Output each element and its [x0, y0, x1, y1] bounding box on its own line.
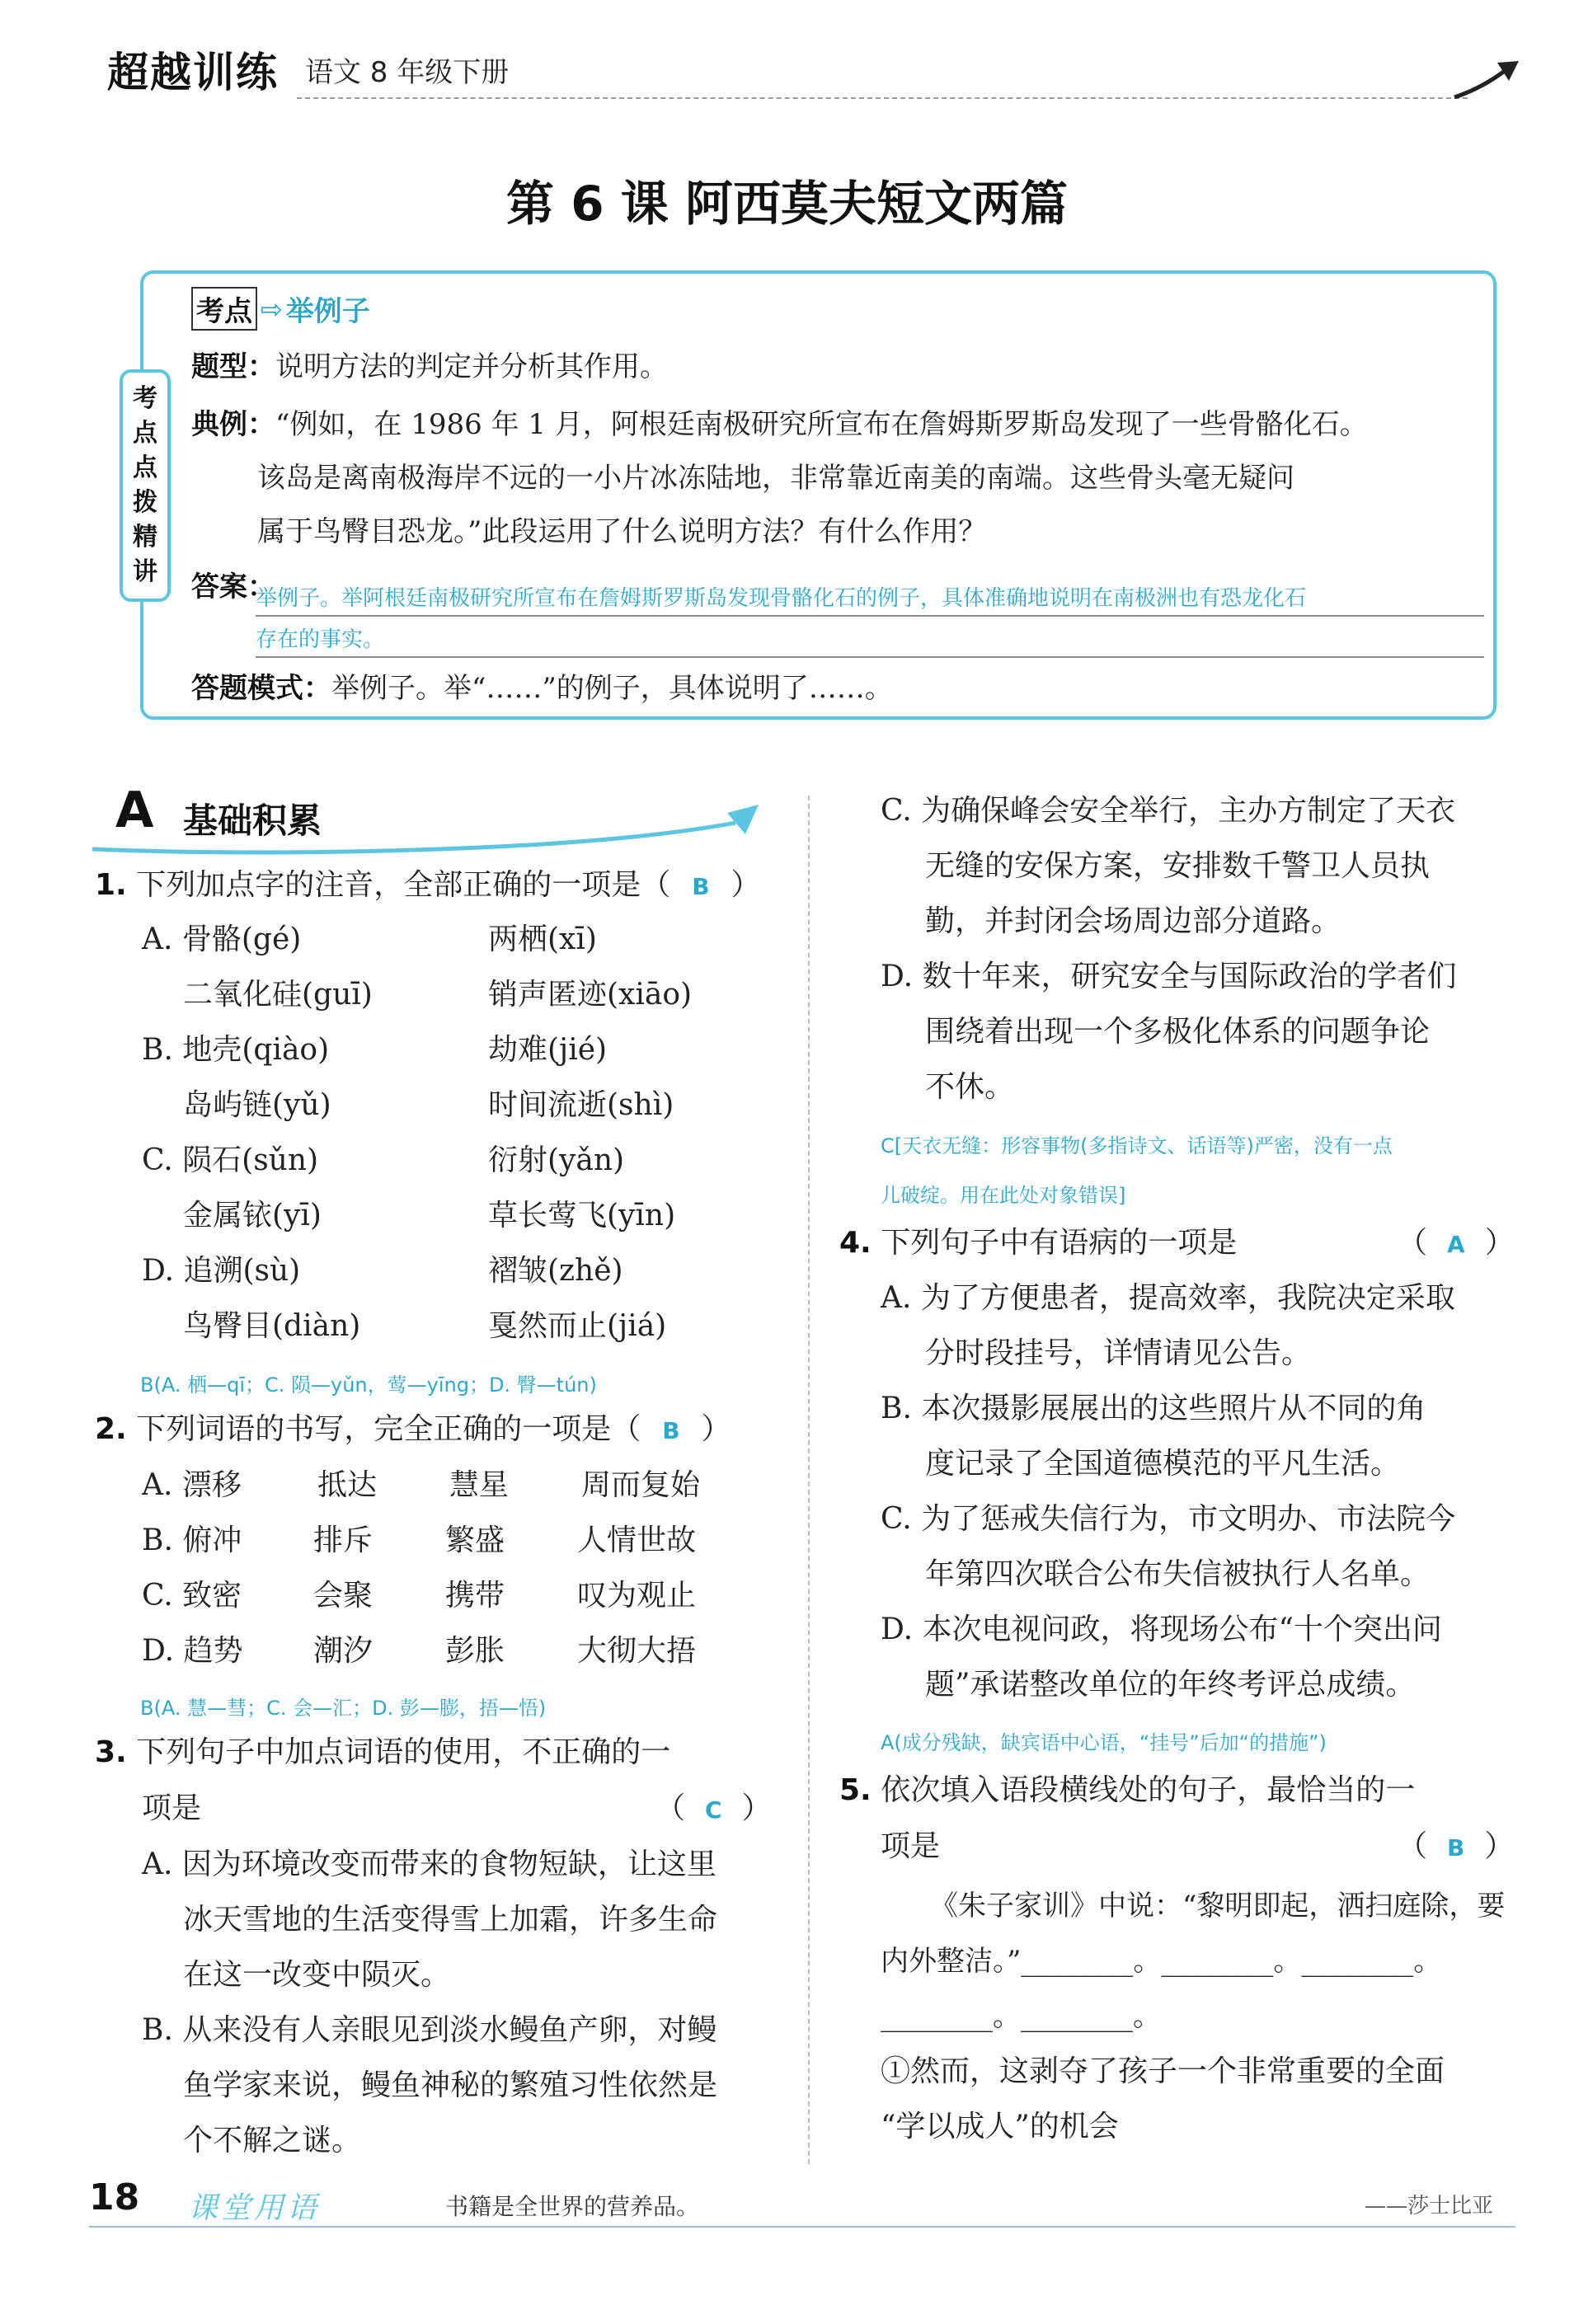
vtab-char: 讲 — [133, 557, 157, 586]
section-letter: A — [115, 782, 154, 839]
key-point-tag — [191, 287, 370, 331]
q3-text: 下列句子中加点词语的使用，不正确的一 — [136, 1735, 671, 1769]
key-point-vertical-tab — [120, 369, 171, 602]
q1-option: 衍射(yǎn) — [488, 1143, 625, 1177]
q4-option-line: 题”承诺整改单位的年终考评总成绩。 — [925, 1668, 1416, 1702]
example-text: “例如，在 1986 年 1 月，阿根廷南极研究所宣布在詹姆斯罗斯岛发现了一些骨骼化石。 — [275, 408, 1368, 441]
q4-close: ） — [1484, 1226, 1515, 1260]
q3-option-line: B. 从来没有人亲眼见到淡水鳗鱼产卵，对鳗 — [142, 2013, 717, 2047]
q2-option: A. 漂移 — [142, 1468, 242, 1502]
q1-option: D. 追溯(sù) — [142, 1254, 301, 1288]
vtab-char: 精 — [133, 523, 157, 552]
q5-close: ） — [1484, 1829, 1515, 1863]
q2-option: D. 趋势 — [142, 1634, 243, 1668]
q4-text: 下列句子中有语病的一项是 — [881, 1226, 1238, 1260]
q4-stem — [839, 1225, 1237, 1261]
q3-option-line: 不休。 — [925, 1070, 1015, 1104]
q2-option: C. 致密 — [142, 1579, 242, 1613]
lesson-title: 第 6 课 阿西莫夫短文两篇 — [506, 176, 1068, 232]
q5-item-line: “学以成人”的机会 — [881, 2110, 1119, 2143]
vtab-char: 点 — [133, 419, 157, 448]
q1-number: 1. — [95, 868, 127, 902]
q2-number: 2. — [95, 1412, 127, 1446]
mode-label: 答题模式： — [191, 672, 331, 705]
q2-stem — [95, 1411, 779, 1449]
q4-answer: A — [1447, 1231, 1465, 1258]
q5-stem-2: 项是 — [881, 1829, 941, 1863]
question-type-line — [191, 350, 668, 383]
example-line-3: 属于鸟臀目恐龙。”此段运用了什么说明方法？有什么作用？ — [257, 515, 987, 548]
q3-option-line: 围绕着出现一个多极化体系的问题争论 — [925, 1015, 1431, 1049]
q1-option: 两栖(xī) — [488, 923, 597, 956]
q1-option: 金属铱(yī) — [183, 1199, 322, 1232]
q4-explanation: A(成分残缺，缺宾语中心语，“挂号”后加“的措施”) — [881, 1731, 1327, 1754]
q1-stem — [95, 867, 779, 905]
q1-option: 时间流逝(shì) — [488, 1088, 674, 1122]
q5-text: 依次填入语段横线处的句子，最恰当的一 — [881, 1773, 1416, 1807]
q3-stem-1 — [95, 1735, 779, 1771]
q1-option: 销声匿迹(xiāo) — [488, 978, 693, 1012]
q4-option-line: 年第四次联合公布失信被执行人名单。 — [925, 1557, 1431, 1591]
q5-stem-1 — [839, 1772, 1415, 1809]
q5-open: （ — [1398, 1829, 1428, 1863]
q1-option: 二氧化硅(guī) — [183, 978, 373, 1012]
example-label: 典例： — [191, 408, 275, 441]
brand-title: 超越训练 — [107, 49, 279, 96]
q3-option-line: 个不解之谜。 — [183, 2124, 362, 2157]
book-subtitle: 语文 8 年级下册 — [305, 56, 510, 89]
q2-close: ） — [701, 1412, 731, 1446]
q1-close: ） — [731, 868, 761, 902]
q5-passage-line: 内外整洁。”________。________。________。 — [881, 1945, 1442, 1978]
q3-option-line: 冰天雪地的生活变得雪上加霜，许多生命 — [183, 1903, 718, 1937]
type-label: 题型： — [191, 350, 275, 383]
q2-explanation: B(A. 慧—彗；C. 会—汇；D. 彭—膨，捂—悟) — [140, 1697, 547, 1720]
q4-number: 4. — [839, 1226, 872, 1260]
q1-option: A. 骨骼(gé) — [142, 923, 302, 956]
q4-option-line: 度记录了全国道德模范的平凡生活。 — [925, 1447, 1401, 1481]
q4-option-line: 分时段挂号，详情请见公告。 — [925, 1336, 1312, 1370]
q2-option: 慧星 — [449, 1468, 510, 1502]
q1-option: 褶皱(zhě) — [488, 1254, 623, 1288]
q4-option-line: B. 本次摄影展展出的这些照片从不同的角 — [881, 1392, 1426, 1425]
q3-explanation: C[天衣无缝：形容事物(多指诗文、话语等)严密，没有一点 — [881, 1134, 1393, 1157]
q1-option: 草长莺飞(yīn) — [488, 1199, 676, 1232]
mode-text: 举例子。举“……”的例子，具体说明了……。 — [331, 672, 893, 705]
q4-option-line: A. 为了方便患者，提高效率，我院决定采取 — [881, 1281, 1455, 1315]
answer-rule — [256, 615, 1484, 617]
q3-option-line: 在这一改变中陨灭。 — [183, 1958, 451, 1992]
q2-option: 周而复始 — [581, 1468, 701, 1502]
q3-answer-paren — [655, 1791, 772, 1829]
answer-rule — [256, 656, 1484, 658]
q1-explanation: B(A. 栖—qī；C. 陨—yǔn，莺—yīng；D. 臀—tún) — [140, 1373, 597, 1397]
page-number: 18 — [89, 2176, 140, 2218]
q3-option-line: D. 数十年来，研究安全与国际政治的学者们 — [881, 960, 1457, 993]
header-divider — [297, 97, 1468, 99]
arrow-right-icon: ⇨ — [261, 293, 283, 325]
q1-option: 劫难(jié) — [488, 1033, 608, 1067]
q1-option: 岛屿链(yǔ) — [183, 1088, 331, 1122]
q2-option: 叹为观止 — [577, 1579, 697, 1613]
q3-open: （ — [655, 1791, 686, 1825]
footer-divider — [89, 2226, 1515, 2228]
swoosh-arrow-icon — [1451, 54, 1525, 104]
q2-option: 携带 — [445, 1579, 505, 1613]
q5-number: 5. — [839, 1773, 872, 1807]
q3-stem-2: 项是 — [142, 1791, 202, 1825]
q3-option-line: C. 为确保峰会安全举行，主办方制定了天衣 — [881, 794, 1456, 828]
q2-option: 抵达 — [317, 1468, 378, 1502]
footer-quote: 书籍是全世界的营养品。 — [445, 2193, 700, 2220]
tag-label: 考点 — [191, 287, 257, 331]
q2-option: B. 俯冲 — [142, 1524, 242, 1557]
q2-option: 会聚 — [313, 1579, 374, 1613]
q3-explanation: 儿破绽。用在此处对象错误] — [881, 1184, 1126, 1207]
q2-option: 潮汐 — [313, 1634, 374, 1668]
q3-option-line: 无缝的安保方案，安排数千警卫人员执 — [925, 849, 1431, 883]
q2-answer: B — [662, 1417, 680, 1444]
q5-passage-line: ________。________。 — [881, 2000, 1161, 2033]
type-text: 说明方法的判定并分析其作用。 — [275, 350, 668, 383]
q1-option: B. 地壳(qiào) — [142, 1033, 330, 1067]
section-title: 基础积累 — [183, 800, 322, 841]
footer-author: ——莎士比亚 — [1365, 2194, 1494, 2218]
q4-option-line: C. 为了惩戒失信行为，市文明办、市法院今 — [881, 1502, 1456, 1536]
footer-label: 课堂用语 — [188, 2191, 321, 2225]
q2-option: 繁盛 — [445, 1524, 505, 1557]
q1-option: 戛然而止(jiá) — [488, 1309, 667, 1343]
example-line-2: 该岛是离南极海岸不远的一小片冰冻陆地，非常靠近南美的南端。这些骨头毫无疑问 — [257, 462, 1294, 495]
q1-option: C. 陨石(sǔn) — [142, 1143, 319, 1177]
q3-option-line: 勤，并封闭会场周边部分道路。 — [925, 904, 1341, 938]
vtab-char: 考 — [133, 384, 157, 413]
q2-text: 下列词语的书写，完全正确的一项是（ — [136, 1412, 641, 1446]
q4-option-line: D. 本次电视问政，将现场公布“十个突出问 — [881, 1613, 1442, 1646]
q3-option-line: 鱼学家来说，鳗鱼神秘的繁殖习性依然是 — [183, 2068, 718, 2102]
q2-option: 排斥 — [313, 1524, 374, 1557]
column-divider — [808, 796, 810, 2164]
q2-option: 大彻大捂 — [577, 1634, 697, 1668]
answer-line-1: 举例子。举阿根廷南极研究所宣布在詹姆斯罗斯岛发现骨骼化石的例子，具体准确地说明在南极洲也有恐龙化石 — [256, 586, 1307, 611]
q5-item-line: ①然而，这剥夺了孩子一个非常重要的全面 — [881, 2054, 1445, 2088]
q5-answer-paren — [1398, 1829, 1514, 1866]
q3-option-line: A. 因为环境改变而带来的食物短缺，让这里 — [142, 1847, 717, 1881]
q2-option: 人情世故 — [577, 1524, 697, 1557]
q1-option: 鸟臀目(diàn) — [183, 1309, 361, 1343]
q3-answer: C — [705, 1796, 722, 1824]
q4-open: （ — [1398, 1226, 1428, 1260]
q3-close: ） — [741, 1791, 772, 1825]
topic-label: 举例子 — [285, 295, 370, 328]
q2-option: 彭胀 — [445, 1634, 505, 1668]
q4-answer-paren — [1398, 1225, 1515, 1263]
q5-passage-line: 《朱子家训》中说：“黎明即起，洒扫庭除，要 — [930, 1890, 1506, 1923]
vtab-char: 拨 — [133, 488, 157, 517]
q1-answer: B — [692, 873, 710, 900]
answer-line-2: 存在的事实。 — [256, 627, 385, 652]
q3-number: 3. — [95, 1735, 127, 1769]
vtab-char: 点 — [133, 453, 157, 482]
q1-text: 下列加点字的注音，全部正确的一项是（ — [136, 868, 671, 902]
example-line-1 — [191, 408, 1494, 441]
answer-mode-line — [191, 672, 893, 705]
q5-answer: B — [1447, 1834, 1465, 1862]
answer-label-text: 答案： — [191, 570, 275, 603]
